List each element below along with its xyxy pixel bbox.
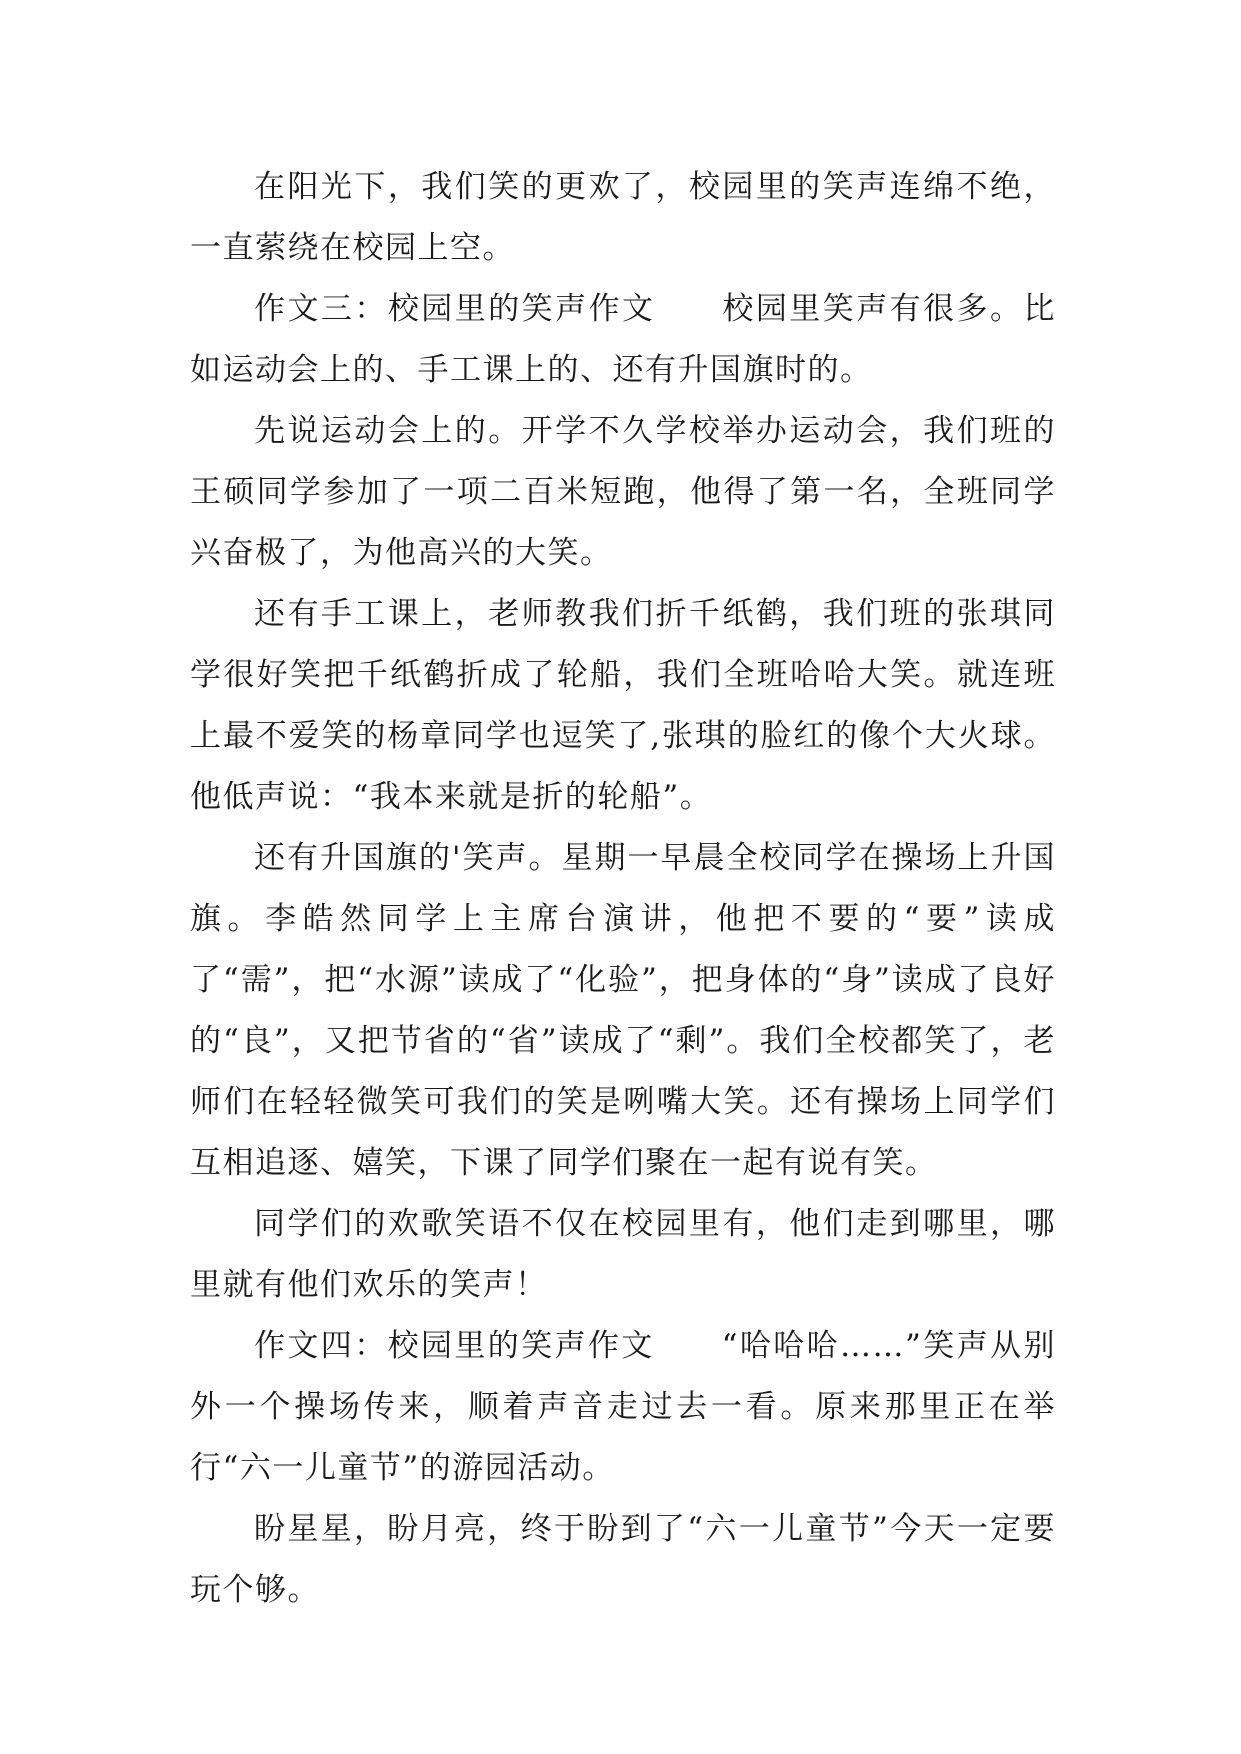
document-body bbox=[190, 157, 1056, 1621]
paragraph: 作文三：校园里的笑声作文 校园里笑声有很多。比如运动会上的、手工课上的、还有升国旗时的。 bbox=[190, 291, 1056, 388]
paragraph: 还有升国旗的'笑声。星期一早晨全校同学在操场上升国旗。李皓然同学上主席台演讲，他把不要的“要”读成了“需”，把“水源”读成了“化验”，把身体的“身”读成了良好的“良”，又把节省的“省”读成了“剩”。我们全校都笑了，老师们在轻轻微笑可我们的笑是咧嘴大笑。还有操场上同学们互相追逐、嬉笑，下课了同学们聚在一起有说有笑。 bbox=[190, 840, 1056, 1181]
paragraph: 先说运动会上的。开学不久学校举办运动会，我们班的王硕同学参加了一项二百米短跑，他得了第一名，全班同学兴奋极了，为他高兴的大笑。 bbox=[190, 413, 1056, 571]
paragraph: 在阳光下，我们笑的更欢了，校园里的笑声连绵不绝，一直萦绕在校园上空。 bbox=[190, 169, 1056, 266]
paragraph: 作文四：校园里的笑声作文 “哈哈哈……”笑声从别外一个操场传来，顺着声音走过去一看。原来那里正在举行“六一儿童节”的游园活动。 bbox=[190, 1328, 1056, 1486]
paragraph: 还有手工课上，老师教我们折千纸鹤，我们班的张琪同学很好笑把千纸鹤折成了轮船，我们全班哈哈大笑。就连班上最不爱笑的杨章同学也逗笑了,张琪的脸红的像个大火球。他低声说：“我本来就是折的轮船”。 bbox=[190, 596, 1056, 815]
paragraph: 盼星星，盼月亮，终于盼到了“六一儿童节”今天一定要玩个够。 bbox=[190, 1511, 1056, 1608]
paragraph: 同学们的欢歌笑语不仅在校园里有，他们走到哪里，哪里就有他们欢乐的笑声！ bbox=[190, 1206, 1056, 1303]
